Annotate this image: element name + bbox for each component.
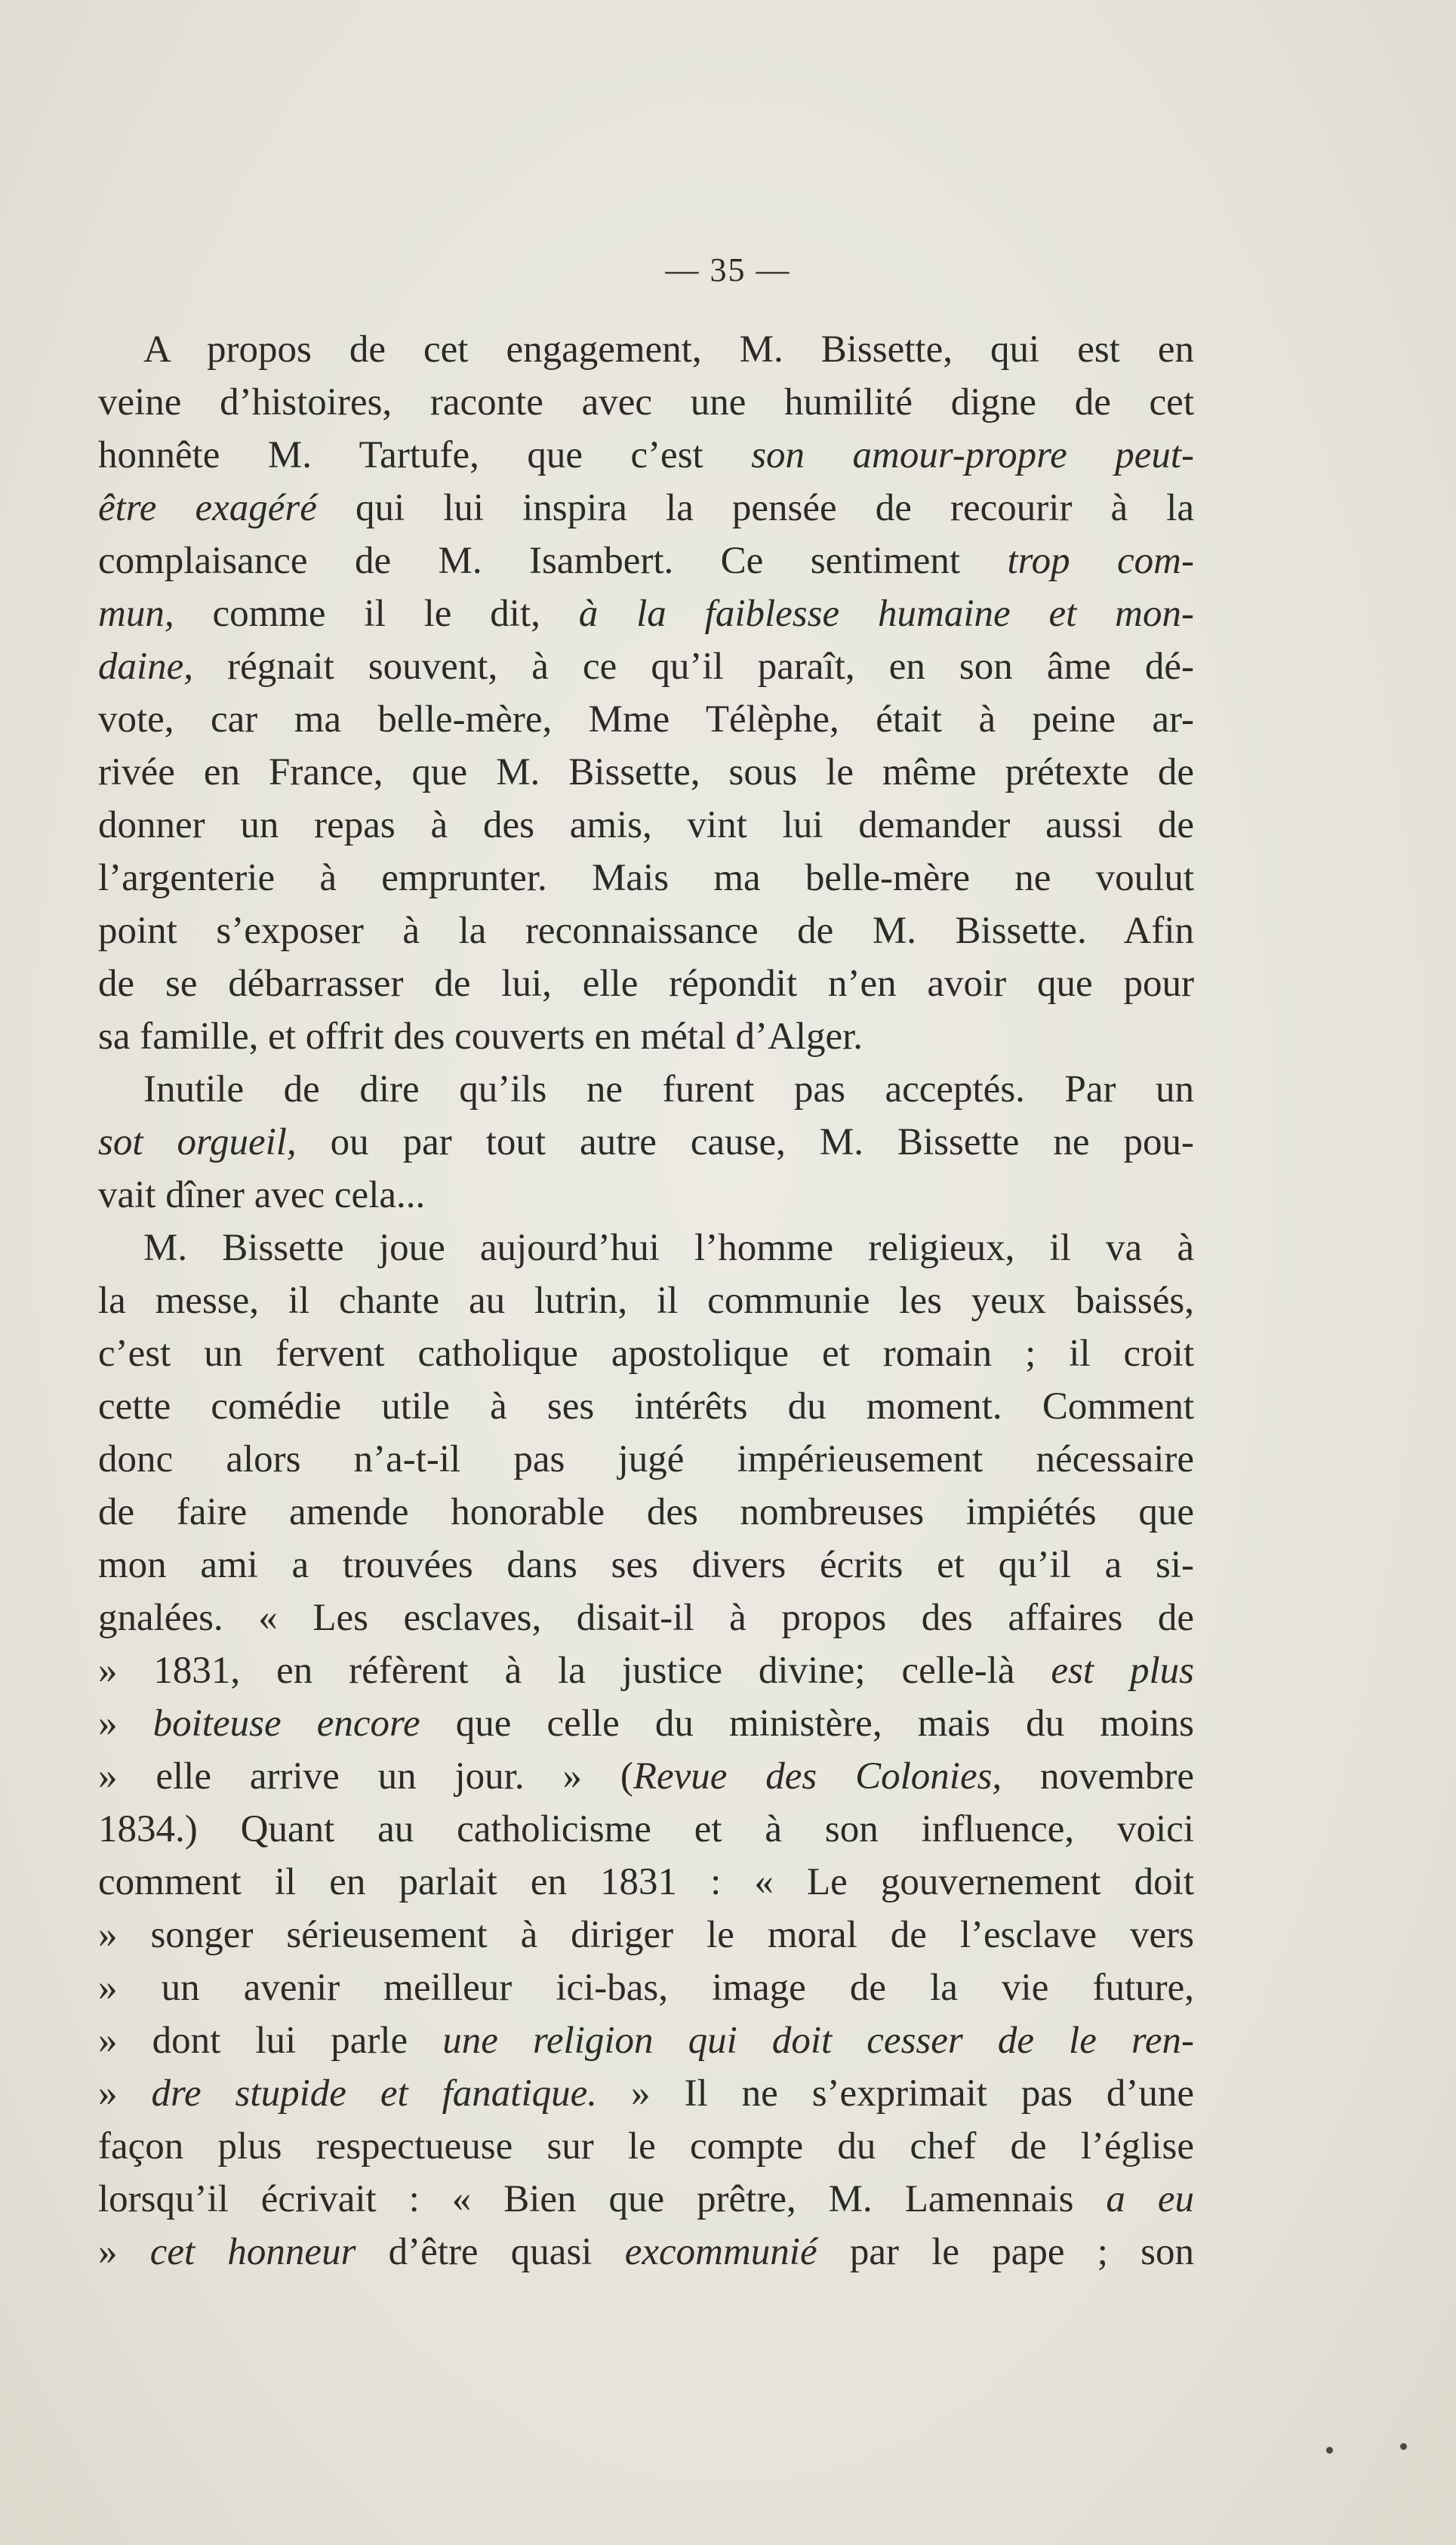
text-line — [98, 957, 1194, 1010]
text-segment: qui lui inspira la pensée de recourir à la — [316, 487, 1194, 529]
text-segment: honnête M. Tartufe, que c’est — [98, 434, 752, 476]
text-line — [98, 904, 1194, 957]
italic-text: boiteuse encore — [152, 1702, 420, 1745]
text-segment: sa famille, et offrit des couverts en métal d’Alger. — [98, 1015, 863, 1058]
italic-text: une religion qui doit cesser de le ren- — [442, 2020, 1194, 2062]
text-segment: » songer sérieusement à diriger le moral de l’esclave vers — [98, 1914, 1194, 1956]
text-segment: » dont lui parle — [98, 2020, 443, 2062]
text-segment: novembre — [1002, 1755, 1194, 1798]
text-line — [98, 376, 1194, 429]
text-segment: ou par tout autre cause, M. Bissette ne pou- — [296, 1121, 1194, 1163]
text-segment: d’être quasi — [356, 2231, 625, 2273]
text-line — [98, 1803, 1194, 1856]
text-segment: gnalées. « Les esclaves, disait-il à propos des affaires de — [98, 1597, 1194, 1639]
text-line — [98, 1327, 1194, 1380]
text-line — [98, 1116, 1194, 1169]
text-line — [98, 2067, 1194, 2120]
text-line — [98, 1909, 1194, 1961]
text-line — [98, 1961, 1194, 2014]
text-line — [98, 1222, 1194, 1274]
text-line — [98, 2120, 1194, 2173]
text-line — [98, 1169, 1194, 1222]
italic-text: cet honneur — [149, 2231, 356, 2273]
ink-speck — [1326, 2447, 1333, 2454]
text-segment: » elle arrive un jour. » ( — [98, 1755, 633, 1798]
text-segment: veine d’histoires, raconte avec une humilité digne de cet — [98, 381, 1194, 424]
text-segment: » Il ne s’exprimait pas d’une — [597, 2072, 1195, 2115]
text-segment: donc alors n’a-t-il pas jugé impérieusement nécessaire — [98, 1438, 1194, 1480]
text-segment: » 1831, en réfèrent à la justice divine; celle-là — [98, 1650, 1051, 1692]
text-line — [98, 535, 1194, 587]
text-segment: cette comédie utile à ses intérêts du moment. Comment — [98, 1385, 1194, 1428]
text-line — [98, 640, 1194, 693]
text-line — [98, 429, 1194, 482]
italic-text: son amour-propre peut- — [751, 434, 1194, 476]
text-segment: comment il en parlait en 1831 : « Le gouvernement doit — [98, 1861, 1194, 1903]
ink-speck — [1400, 2443, 1407, 2450]
text-segment: point s’exposer à la reconnaissance de M. Bissette. Afin — [98, 910, 1194, 952]
text-segment: M. Bissette joue aujourd’hui l’homme religieux, il va à — [143, 1227, 1194, 1269]
text-segment: donner un repas à des amis, vint lui demander aussi de — [98, 804, 1194, 846]
text-line — [98, 1591, 1194, 1644]
text-line — [98, 1063, 1194, 1116]
text-segment: que celle du ministère, mais du moins — [420, 1702, 1194, 1745]
text-line — [98, 482, 1194, 535]
text-segment: A propos de cet engagement, M. Bissette, qui est en — [143, 328, 1194, 371]
text-line — [98, 1697, 1194, 1750]
text-line — [98, 799, 1194, 852]
text-segment: vait dîner avec cela... — [98, 1174, 426, 1216]
text-line — [98, 1856, 1194, 1909]
text-line — [98, 1274, 1194, 1327]
text-segment: » — [98, 1702, 153, 1745]
text-segment: vote, car ma belle-mère, Mme Télèphe, était à peine ar- — [98, 698, 1194, 741]
text-segment: l’argenterie à emprunter. Mais ma belle-mère ne voulut — [98, 857, 1194, 899]
text-line — [98, 1010, 1194, 1063]
text-line — [98, 2014, 1194, 2067]
text-segment: complaisance de M. Isambert. Ce sentiment — [98, 540, 1008, 582]
text-line — [98, 1380, 1194, 1433]
text-segment: » un avenir meilleur ici-bas, image de la vie future, — [98, 1967, 1194, 2009]
italic-text: a eu — [1106, 2178, 1194, 2220]
italic-text: dre stupide et fanatique. — [151, 2072, 598, 2115]
text-line — [98, 1539, 1194, 1591]
text-segment: par le pape ; son — [817, 2231, 1195, 2273]
body-text — [98, 323, 1194, 2278]
italic-text: être exagéré — [98, 487, 317, 529]
text-line — [98, 1750, 1194, 1803]
text-line — [98, 852, 1194, 904]
text-segment: la messe, il chante au lutrin, il communie les yeux baissés, — [98, 1280, 1194, 1322]
text-segment: de se débarrasser de lui, elle répondit n’en avoir que pour — [98, 963, 1194, 1005]
text-line — [98, 2173, 1194, 2226]
text-segment: » — [98, 2072, 152, 2115]
text-line — [98, 746, 1194, 799]
text-line — [98, 323, 1194, 376]
text-line — [98, 1433, 1194, 1486]
italic-text: daine, — [98, 645, 194, 688]
italic-text: mun, — [98, 593, 174, 635]
text-segment: c’est un fervent catholique apostolique et romain ; il croit — [98, 1333, 1194, 1375]
italic-text: à la faiblesse humaine et mon- — [578, 593, 1194, 635]
text-segment: lorsqu’il écrivait : « Bien que prêtre, M. Lamennais — [98, 2178, 1107, 2220]
italic-text: trop com- — [1007, 540, 1194, 582]
text-line — [98, 2226, 1194, 2278]
text-line — [98, 693, 1194, 746]
italic-text: est plus — [1051, 1650, 1194, 1692]
text-segment: régnait souvent, à ce qu’il paraît, en son âme dé- — [193, 645, 1194, 688]
text-segment: Inutile de dire qu’ils ne furent pas acceptés. Par un — [143, 1068, 1194, 1111]
page-number: — 35 — — [665, 251, 791, 288]
text-line — [98, 1486, 1194, 1539]
text-segment: comme il le dit, — [174, 593, 579, 635]
italic-text: Revue des Colonies, — [633, 1755, 1002, 1798]
text-segment: 1834.) Quant au catholicisme et à son influence, voici — [98, 1808, 1194, 1850]
text-segment: mon ami a trouvées dans ses divers écrits et qu’il a si- — [98, 1544, 1194, 1586]
italic-text: sot orgueil, — [98, 1121, 297, 1163]
text-line — [98, 587, 1194, 640]
text-line — [98, 1644, 1194, 1697]
text-segment: rivée en France, que M. Bissette, sous le même prétexte de — [98, 751, 1194, 793]
italic-text: excommunié — [624, 2231, 817, 2273]
text-segment: » — [98, 2231, 150, 2273]
text-segment: façon plus respectueuse sur le compte du chef de l’église — [98, 2125, 1194, 2168]
text-segment: de faire amende honorable des nombreuses impiétés que — [98, 1491, 1194, 1533]
